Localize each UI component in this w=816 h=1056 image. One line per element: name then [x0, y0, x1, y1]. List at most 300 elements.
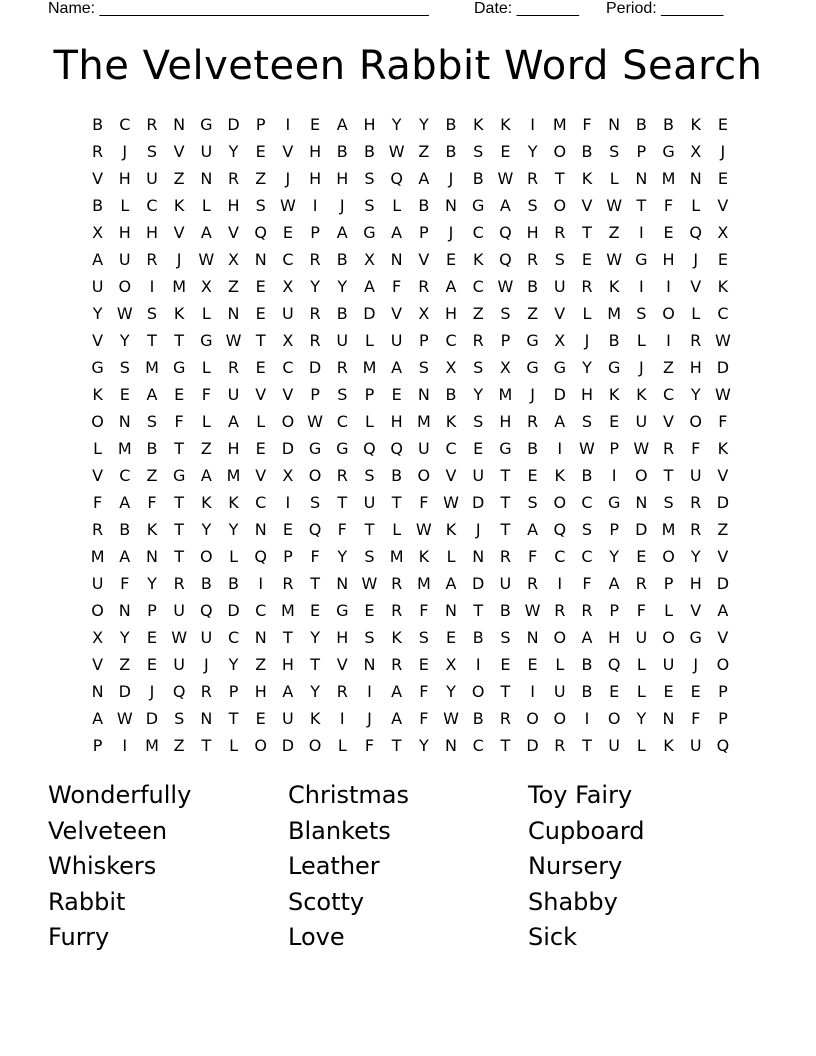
grid-letter[interactable]: D — [553, 385, 566, 404]
grid-letter[interactable]: T — [228, 709, 239, 728]
grid-letter[interactable]: U — [200, 142, 213, 161]
grid-letter[interactable]: N — [227, 304, 240, 323]
grid-letter[interactable]: Y — [690, 385, 701, 404]
grid-letter[interactable]: N — [635, 493, 648, 512]
grid-letter[interactable]: W — [415, 520, 432, 539]
grid-letter[interactable]: W — [606, 196, 623, 215]
grid-letter[interactable]: U — [390, 331, 403, 350]
grid-letter[interactable]: R — [309, 331, 321, 350]
grid-letter[interactable]: J — [285, 169, 291, 188]
grid-letter[interactable]: R — [690, 331, 702, 350]
grid-letter[interactable]: E — [364, 601, 375, 620]
grid-letter[interactable]: F — [419, 601, 429, 620]
grid-letter[interactable]: N — [526, 628, 539, 647]
grid-letter[interactable]: S — [581, 412, 593, 431]
grid-letter[interactable]: M — [416, 412, 431, 431]
grid-letter[interactable]: W — [497, 277, 514, 296]
grid-letter[interactable]: E — [146, 628, 158, 647]
grid-letter[interactable]: F — [691, 439, 701, 458]
grid-letter[interactable]: E — [310, 115, 321, 134]
grid-letter[interactable]: B — [635, 115, 647, 134]
grid-letter[interactable]: E — [282, 520, 293, 539]
grid-letter[interactable]: U — [472, 466, 485, 485]
grid-letter[interactable]: D — [308, 358, 322, 377]
grid-letter[interactable]: U — [417, 439, 430, 458]
grid-letter[interactable]: G — [526, 331, 539, 350]
grid-letter[interactable]: R — [92, 520, 104, 539]
grid-letter[interactable]: W — [714, 331, 731, 350]
grid-letter[interactable]: L — [201, 304, 211, 323]
grid-letter[interactable]: R — [146, 250, 158, 269]
grid-letter[interactable]: I — [312, 196, 318, 215]
grid-letter[interactable]: V — [717, 628, 729, 647]
grid-letter[interactable]: O — [526, 709, 539, 728]
grid-letter[interactable]: E — [717, 250, 728, 269]
grid-letter[interactable]: D — [227, 601, 240, 620]
grid-letter[interactable]: A — [200, 466, 212, 485]
grid-letter[interactable]: L — [691, 304, 701, 323]
grid-letter[interactable]: R — [581, 601, 593, 620]
grid-letter[interactable]: P — [283, 547, 293, 566]
grid-letter[interactable]: Z — [717, 520, 729, 539]
grid-letter[interactable]: I — [367, 682, 372, 701]
grid-letter[interactable]: H — [227, 439, 240, 458]
grid-letter[interactable]: Y — [92, 304, 103, 323]
grid-letter[interactable]: Z — [255, 655, 267, 674]
grid-letter[interactable]: I — [530, 682, 535, 701]
grid-letter[interactable]: Q — [254, 547, 268, 566]
grid-letter[interactable]: S — [364, 466, 375, 485]
grid-letter[interactable]: D — [472, 493, 485, 512]
grid-letter[interactable]: V — [282, 385, 294, 404]
grid-letter[interactable]: O — [689, 412, 703, 431]
grid-letter[interactable]: G — [662, 142, 675, 161]
grid-letter[interactable]: F — [663, 196, 674, 215]
grid-letter[interactable]: E — [391, 385, 402, 404]
grid-letter[interactable]: T — [174, 331, 185, 350]
grid-letter[interactable]: R — [336, 466, 348, 485]
grid-letter[interactable]: E — [663, 682, 674, 701]
grid-letter[interactable]: S — [473, 412, 484, 431]
grid-letter[interactable]: V — [690, 277, 702, 296]
grid-letter[interactable]: S — [255, 196, 266, 215]
grid-letter[interactable]: T — [500, 682, 511, 701]
grid-letter[interactable]: E — [445, 628, 457, 647]
grid-letter[interactable]: O — [662, 304, 675, 323]
grid-letter[interactable]: N — [118, 412, 131, 431]
grid-letter[interactable]: P — [718, 682, 728, 701]
grid-letter[interactable]: L — [229, 736, 238, 755]
grid-letter[interactable]: Z — [119, 655, 131, 674]
grid-letter[interactable]: J — [448, 169, 454, 188]
grid-letter[interactable]: X — [228, 250, 240, 269]
grid-letter[interactable]: T — [201, 736, 212, 755]
date-field[interactable]: Date: _______ — [474, 0, 579, 17]
grid-letter[interactable]: A — [282, 682, 294, 701]
grid-letter[interactable]: A — [228, 412, 239, 431]
grid-letter[interactable]: N — [91, 682, 104, 701]
grid-letter[interactable]: M — [661, 169, 676, 188]
grid-letter[interactable]: B — [92, 196, 104, 215]
grid-letter[interactable]: U — [146, 169, 158, 188]
grid-letter[interactable]: R — [527, 250, 539, 269]
grid-letter[interactable]: D — [716, 574, 730, 593]
grid-letter[interactable]: J — [475, 520, 481, 539]
grid-letter[interactable]: O — [417, 466, 431, 485]
grid-letter[interactable]: C — [282, 250, 294, 269]
grid-letter[interactable]: E — [255, 439, 266, 458]
grid-letter[interactable]: G — [336, 601, 349, 620]
grid-letter[interactable]: R — [527, 412, 539, 431]
grid-letter[interactable]: L — [636, 331, 646, 350]
grid-letter[interactable]: T — [500, 520, 511, 539]
grid-letter[interactable]: Z — [255, 169, 267, 188]
grid-letter[interactable]: U — [635, 628, 648, 647]
grid-letter[interactable]: R — [554, 736, 566, 755]
grid-letter[interactable]: F — [527, 547, 538, 566]
grid-letter[interactable]: E — [174, 385, 185, 404]
grid-letter[interactable]: L — [555, 655, 565, 674]
grid-letter[interactable]: R — [635, 574, 647, 593]
grid-letter[interactable]: B — [445, 385, 457, 404]
grid-letter[interactable]: V — [228, 223, 239, 242]
grid-letter[interactable]: N — [608, 115, 621, 134]
grid-letter[interactable]: B — [418, 196, 430, 215]
grid-letter[interactable]: Y — [527, 142, 538, 161]
grid-letter[interactable]: Y — [418, 115, 429, 134]
period-field[interactable]: Period: _______ — [606, 0, 724, 17]
grid-letter[interactable]: S — [146, 304, 158, 323]
grid-letter[interactable]: G — [200, 115, 213, 134]
grid-letter[interactable]: R — [146, 115, 158, 134]
grid-letter[interactable]: J — [339, 196, 345, 215]
grid-letter[interactable]: S — [364, 196, 375, 215]
grid-letter[interactable]: C — [717, 304, 729, 323]
grid-letter[interactable]: K — [717, 277, 729, 296]
grid-letter[interactable]: T — [310, 655, 320, 674]
grid-letter[interactable]: B — [581, 466, 593, 485]
grid-letter[interactable]: H — [145, 223, 158, 242]
grid-letter[interactable]: L — [93, 439, 103, 458]
grid-letter[interactable]: W — [443, 493, 459, 512]
grid-letter[interactable]: B — [336, 304, 348, 323]
grid-letter[interactable]: R — [309, 304, 321, 323]
grid-letter[interactable]: M — [607, 304, 622, 323]
grid-letter[interactable]: L — [392, 520, 402, 539]
grid-letter[interactable]: A — [200, 223, 212, 242]
grid-letter[interactable]: F — [92, 493, 103, 512]
grid-letter[interactable]: T — [582, 736, 592, 755]
grid-letter[interactable]: W — [524, 601, 541, 620]
grid-letter[interactable]: M — [389, 547, 404, 566]
grid-letter[interactable]: T — [500, 493, 511, 512]
grid-letter[interactable]: J — [149, 682, 155, 701]
grid-letter[interactable]: O — [91, 601, 104, 620]
grid-letter[interactable]: U — [635, 412, 648, 431]
grid-letter[interactable]: J — [638, 358, 644, 377]
grid-letter[interactable]: L — [120, 196, 130, 215]
grid-letter[interactable]: P — [500, 331, 511, 350]
grid-letter[interactable]: Y — [228, 520, 239, 539]
grid-letter[interactable]: N — [417, 385, 430, 404]
grid-letter[interactable]: Z — [173, 169, 185, 188]
grid-letter[interactable]: U — [173, 655, 186, 674]
grid-letter[interactable]: C — [255, 601, 267, 620]
grid-letter[interactable]: P — [92, 736, 103, 755]
grid-letter[interactable]: Y — [310, 628, 320, 647]
grid-letter[interactable]: U — [173, 601, 186, 620]
name-field[interactable]: Name: _____________________________________ — [48, 0, 429, 17]
grid-letter[interactable]: K — [472, 250, 484, 269]
grid-letter[interactable]: N — [472, 547, 485, 566]
grid-letter[interactable]: P — [364, 385, 375, 404]
grid-letter[interactable]: T — [174, 520, 185, 539]
grid-letter[interactable]: V — [92, 655, 104, 674]
grid-letter[interactable]: Q — [390, 439, 403, 458]
grid-letter[interactable]: R — [472, 331, 484, 350]
grid-letter[interactable]: B — [146, 439, 158, 458]
grid-letter[interactable]: U — [499, 574, 512, 593]
grid-letter[interactable]: C — [146, 196, 158, 215]
grid-letter[interactable]: S — [527, 493, 538, 512]
grid-letter[interactable]: I — [339, 709, 345, 728]
grid-letter[interactable]: Q — [172, 682, 186, 701]
grid-letter[interactable]: J — [584, 331, 590, 350]
grid-letter[interactable]: Q — [689, 223, 703, 242]
grid-letter[interactable]: H — [445, 304, 458, 323]
grid-letter[interactable]: O — [553, 196, 567, 215]
grid-letter[interactable]: F — [419, 682, 429, 701]
grid-letter[interactable]: F — [337, 520, 347, 539]
grid-letter[interactable]: R — [662, 439, 675, 458]
grid-letter[interactable]: N — [445, 736, 458, 755]
grid-letter[interactable]: K — [146, 520, 158, 539]
grid-letter[interactable]: V — [282, 142, 294, 161]
grid-letter[interactable]: A — [119, 493, 131, 512]
grid-letter[interactable]: P — [255, 115, 266, 134]
grid-letter[interactable]: O — [308, 736, 322, 755]
grid-letter[interactable]: W — [198, 250, 215, 269]
grid-letter[interactable]: W — [116, 304, 133, 323]
grid-letter[interactable]: E — [609, 682, 620, 701]
grid-letter[interactable]: W — [307, 412, 323, 431]
grid-letter[interactable]: X — [690, 142, 702, 161]
grid-letter[interactable]: N — [254, 250, 267, 269]
grid-letter[interactable]: L — [337, 736, 347, 755]
grid-letter[interactable]: X — [282, 331, 294, 350]
grid-letter[interactable]: T — [174, 547, 185, 566]
grid-letter[interactable]: K — [173, 304, 185, 323]
grid-letter[interactable]: L — [392, 196, 402, 215]
grid-letter[interactable]: I — [666, 277, 671, 296]
grid-letter[interactable]: N — [145, 547, 158, 566]
grid-letter[interactable]: A — [391, 682, 403, 701]
grid-letter[interactable]: I — [584, 709, 590, 728]
grid-letter[interactable]: H — [526, 223, 539, 242]
grid-letter[interactable]: V — [255, 385, 267, 404]
grid-letter[interactable]: H — [118, 223, 131, 242]
grid-letter[interactable]: Y — [310, 682, 320, 701]
grid-letter[interactable]: N — [336, 574, 349, 593]
grid-letter[interactable]: H — [689, 358, 702, 377]
grid-letter[interactable]: A — [391, 709, 403, 728]
grid-letter[interactable]: J — [122, 142, 128, 161]
grid-letter[interactable]: E — [255, 709, 266, 728]
grid-letter[interactable]: H — [608, 628, 621, 647]
grid-letter[interactable]: T — [147, 331, 157, 350]
grid-letter[interactable]: G — [499, 439, 512, 458]
grid-letter[interactable]: S — [146, 142, 158, 161]
grid-letter[interactable]: F — [636, 601, 646, 620]
grid-letter[interactable]: F — [419, 709, 429, 728]
grid-letter[interactable]: O — [716, 655, 730, 674]
grid-letter[interactable]: X — [445, 358, 457, 377]
grid-letter[interactable]: X — [200, 277, 212, 296]
grid-letter[interactable]: R — [581, 277, 593, 296]
grid-letter[interactable]: X — [499, 358, 511, 377]
grid-letter[interactable]: I — [638, 223, 644, 242]
grid-letter[interactable]: S — [527, 196, 538, 215]
grid-letter[interactable]: E — [690, 682, 701, 701]
grid-letter[interactable]: Q — [499, 250, 512, 269]
grid-letter[interactable]: M — [552, 115, 567, 134]
grid-letter[interactable]: U — [200, 628, 213, 647]
grid-letter[interactable]: O — [662, 547, 675, 566]
grid-letter[interactable]: L — [229, 547, 238, 566]
grid-letter[interactable]: G — [472, 196, 485, 215]
grid-letter[interactable]: U — [282, 304, 294, 323]
grid-letter[interactable]: A — [336, 223, 348, 242]
grid-letter[interactable]: Y — [473, 385, 484, 404]
grid-letter[interactable]: J — [176, 250, 182, 269]
grid-letter[interactable]: C — [255, 493, 267, 512]
grid-letter[interactable]: C — [662, 385, 675, 404]
grid-letter[interactable]: F — [174, 412, 184, 431]
grid-letter[interactable]: R — [173, 574, 185, 593]
grid-letter[interactable]: X — [418, 304, 430, 323]
grid-letter[interactable]: B — [228, 574, 240, 593]
grid-letter[interactable]: S — [364, 628, 375, 647]
grid-letter[interactable]: M — [226, 466, 241, 485]
grid-letter[interactable]: L — [636, 655, 646, 674]
grid-letter[interactable]: I — [122, 736, 128, 755]
grid-letter[interactable]: Y — [119, 331, 130, 350]
grid-letter[interactable]: H — [254, 682, 267, 701]
grid-letter[interactable]: E — [282, 223, 293, 242]
grid-letter[interactable]: Y — [201, 520, 212, 539]
grid-letter[interactable]: M — [117, 439, 132, 458]
grid-letter[interactable]: N — [445, 601, 458, 620]
grid-letter[interactable]: O — [553, 709, 567, 728]
grid-letter[interactable]: Q — [499, 223, 512, 242]
grid-letter[interactable]: R — [499, 547, 511, 566]
grid-letter[interactable]: A — [527, 520, 539, 539]
grid-letter[interactable]: V — [717, 547, 729, 566]
grid-letter[interactable]: C — [336, 412, 348, 431]
grid-letter[interactable]: F — [120, 574, 130, 593]
grid-letter[interactable]: F — [419, 493, 429, 512]
grid-letter[interactable]: B — [499, 601, 511, 620]
grid-letter[interactable]: G — [172, 466, 186, 485]
grid-letter[interactable]: Y — [690, 547, 701, 566]
grid-letter[interactable]: I — [475, 655, 481, 674]
grid-letter[interactable]: Z — [527, 304, 539, 323]
grid-letter[interactable]: K — [636, 385, 647, 404]
grid-letter[interactable]: F — [147, 493, 157, 512]
grid-letter[interactable]: H — [227, 196, 240, 215]
grid-letter[interactable]: T — [255, 331, 266, 350]
grid-letter[interactable]: P — [609, 520, 619, 539]
grid-letter[interactable]: B — [445, 115, 457, 134]
grid-letter[interactable]: V — [554, 304, 566, 323]
grid-letter[interactable]: D — [363, 304, 376, 323]
grid-letter[interactable]: J — [448, 223, 454, 242]
grid-letter[interactable]: R — [227, 169, 240, 188]
grid-letter[interactable]: T — [391, 736, 402, 755]
grid-letter[interactable]: W — [633, 439, 650, 458]
grid-letter[interactable]: B — [608, 331, 620, 350]
grid-letter[interactable]: C — [119, 115, 131, 134]
grid-letter[interactable]: O — [635, 466, 648, 485]
grid-letter[interactable]: R — [391, 655, 403, 674]
grid-letter[interactable]: Y — [337, 277, 348, 296]
grid-letter[interactable]: N — [689, 169, 702, 188]
grid-letter[interactable]: C — [581, 547, 593, 566]
grid-letter[interactable]: B — [336, 142, 348, 161]
grid-letter[interactable]: V — [173, 142, 185, 161]
grid-letter[interactable]: G — [91, 358, 104, 377]
grid-letter[interactable]: K — [608, 277, 620, 296]
grid-letter[interactable]: K — [92, 385, 103, 404]
grid-letter[interactable]: S — [636, 304, 647, 323]
grid-letter[interactable]: T — [391, 493, 402, 512]
grid-letter[interactable]: K — [309, 709, 321, 728]
grid-letter[interactable]: S — [174, 709, 185, 728]
grid-letter[interactable]: V — [717, 196, 729, 215]
grid-letter[interactable]: W — [579, 439, 595, 458]
grid-letter[interactable]: U — [118, 250, 131, 269]
grid-letter[interactable]: L — [691, 196, 701, 215]
grid-letter[interactable]: N — [173, 115, 186, 134]
grid-letter[interactable]: A — [391, 358, 403, 377]
grid-letter[interactable]: R — [391, 601, 403, 620]
grid-letter[interactable]: E — [717, 115, 728, 134]
grid-letter[interactable]: Q — [390, 169, 403, 188]
grid-letter[interactable]: T — [310, 574, 320, 593]
grid-letter[interactable]: D — [716, 358, 730, 377]
grid-letter[interactable]: R — [336, 682, 348, 701]
grid-letter[interactable]: O — [118, 277, 132, 296]
grid-letter[interactable]: T — [473, 601, 484, 620]
grid-letter[interactable]: O — [308, 466, 322, 485]
grid-letter[interactable]: S — [364, 169, 375, 188]
grid-letter[interactable]: R — [499, 709, 511, 728]
grid-letter[interactable]: Z — [228, 277, 240, 296]
grid-letter[interactable]: P — [663, 574, 674, 593]
grid-letter[interactable]: W — [714, 385, 731, 404]
grid-letter[interactable]: K — [690, 115, 701, 134]
grid-letter[interactable]: U — [608, 736, 621, 755]
grid-letter[interactable]: P — [419, 223, 429, 242]
grid-letter[interactable]: M — [498, 385, 513, 404]
grid-letter[interactable]: R — [527, 574, 539, 593]
grid-letter[interactable]: W — [171, 628, 188, 647]
grid-letter[interactable]: O — [91, 412, 104, 431]
grid-letter[interactable]: H — [499, 412, 512, 431]
grid-letter[interactable]: L — [446, 547, 456, 566]
grid-letter[interactable]: E — [255, 142, 266, 161]
grid-letter[interactable]: P — [636, 142, 647, 161]
